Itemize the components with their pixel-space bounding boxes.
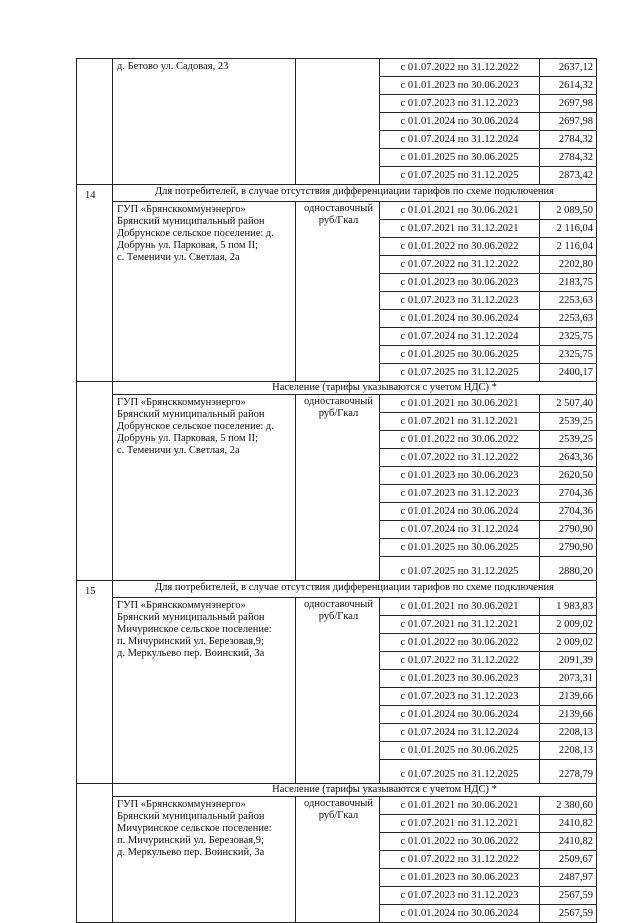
tariff-value-cell: 2643,36 [540, 449, 597, 467]
period-cell: с 01.07.2023 по 31.12.2023 [380, 688, 540, 706]
organization-line: Мичуринское сельское поселение: [117, 624, 272, 635]
organization-line: Добрунь ул. Парковая, 5 пом II; [117, 240, 259, 251]
tariff-value-cell: 2697,98 [540, 113, 597, 131]
tariff-type-cell [296, 59, 380, 185]
organization-line: п. Мичуринский ул. Березовая,9; [117, 636, 264, 647]
tariff-value-cell: 2278,79 [540, 760, 597, 784]
period-cell: с 01.01.2022 по 30.06.2022 [380, 431, 540, 449]
table-row [77, 395, 597, 413]
tariff-value-cell: 2253,63 [540, 292, 597, 310]
tariff-value-cell: 2139,66 [540, 706, 597, 724]
period-cell: с 01.07.2025 по 31.12.2025 [380, 760, 540, 784]
period-cell: с 01.07.2025 по 31.12.2025 [380, 557, 540, 581]
period-cell: с 01.07.2024 по 31.12.2024 [380, 724, 540, 742]
tariff-value-cell: 2 116,04 [540, 238, 597, 256]
tariff-value-cell: 2487,97 [540, 869, 597, 887]
tariff-value-cell: 2620,50 [540, 467, 597, 485]
population-header: Население (тарифы указываются с учетом НДС) * [113, 382, 597, 395]
tariff-value-cell: 2 009,02 [540, 634, 597, 652]
organization-line: Брянский муниципальный район [117, 811, 265, 822]
tariff-value-cell: 1 983,83 [540, 598, 597, 616]
period-cell: с 01.07.2022 по 31.12.2022 [380, 449, 540, 467]
period-cell: с 01.07.2021 по 31.12.2021 [380, 815, 540, 833]
row-number [77, 784, 113, 923]
period-cell: с 01.01.2023 по 30.06.2023 [380, 869, 540, 887]
table-row [77, 202, 597, 220]
period-cell: с 01.01.2023 по 30.06.2023 [380, 467, 540, 485]
period-cell: с 01.07.2022 по 31.12.2022 [380, 851, 540, 869]
period-cell: с 01.01.2023 по 30.06.2023 [380, 274, 540, 292]
section-header-row [77, 185, 597, 202]
period-cell: с 01.07.2021 по 31.12.2021 [380, 220, 540, 238]
period-cell: с 01.01.2025 по 30.06.2025 [380, 149, 540, 167]
tariff-value-cell: 2208,13 [540, 724, 597, 742]
tariff-type-cell: одноставочный руб/Гкал [296, 202, 380, 382]
period-cell: с 01.07.2023 по 31.12.2023 [380, 95, 540, 113]
organization-line: Добрунь ул. Парковая, 5 пом II; [117, 433, 259, 444]
tariff-value-cell: 2208,13 [540, 742, 597, 760]
period-cell: с 01.07.2023 по 31.12.2023 [380, 292, 540, 310]
tariff-value-cell: 2 009,02 [540, 616, 597, 634]
tariff-type-cell: одноставочный руб/Гкал [296, 797, 380, 923]
tariff-value-cell: 2139,66 [540, 688, 597, 706]
period-cell: с 01.01.2024 по 30.06.2024 [380, 503, 540, 521]
tariff-value-cell: 2567,59 [540, 905, 597, 923]
organization-cell [113, 59, 296, 185]
organization-line: ГУП «Брянсккоммунэнерго» [117, 799, 246, 810]
period-cell: с 01.01.2021 по 30.06.2021 [380, 598, 540, 616]
period-cell: с 01.01.2022 по 30.06.2022 [380, 833, 540, 851]
period-cell: с 01.01.2022 по 30.06.2022 [380, 238, 540, 256]
period-cell: с 01.01.2025 по 30.06.2025 [380, 742, 540, 760]
period-cell: с 01.01.2023 по 30.06.2023 [380, 670, 540, 688]
organization-line: ГУП «Брянсккоммунэнерго» [117, 204, 246, 215]
tariff-value-cell: 2880,20 [540, 557, 597, 581]
period-cell: с 01.01.2024 по 30.06.2024 [380, 310, 540, 328]
tariff-value-cell: 2091,39 [540, 652, 597, 670]
tariff-value-cell: 2 089,50 [540, 202, 597, 220]
organization-line: п. Мичуринский ул. Березовая,9; [117, 835, 264, 846]
period-cell: с 01.07.2024 по 31.12.2024 [380, 328, 540, 346]
tariff-value-cell: 2873,42 [540, 167, 597, 185]
period-cell: с 01.01.2021 по 30.06.2021 [380, 395, 540, 413]
section-header-row [77, 382, 597, 395]
period-cell: с 01.07.2023 по 31.12.2023 [380, 485, 540, 503]
period-cell: с 01.07.2022 по 31.12.2022 [380, 59, 540, 77]
tariff-value-cell: 2784,32 [540, 131, 597, 149]
period-cell: с 01.01.2024 по 30.06.2024 [380, 113, 540, 131]
tariff-table [76, 58, 597, 923]
tariff-value-cell: 2704,36 [540, 485, 597, 503]
period-cell: с 01.01.2021 по 30.06.2021 [380, 797, 540, 815]
table-row [77, 797, 597, 815]
tariff-type-cell: одноставочный руб/Гкал [296, 598, 380, 784]
organization-line: Добрунское сельское поселение: д. [117, 421, 274, 432]
section-header-row [77, 581, 597, 598]
tariff-value-cell: 2790,90 [540, 539, 597, 557]
period-cell: с 01.01.2025 по 30.06.2025 [380, 539, 540, 557]
tariff-value-cell: 2784,32 [540, 149, 597, 167]
tariff-value-cell: 2410,82 [540, 833, 597, 851]
section-header-row [77, 784, 597, 797]
tariff-value-cell: 2539,25 [540, 431, 597, 449]
organization-cell [113, 395, 296, 581]
tariff-value-cell: 2183,75 [540, 274, 597, 292]
period-cell: с 01.01.2022 по 30.06.2022 [380, 634, 540, 652]
organization-line: Брянский муниципальный район [117, 409, 265, 420]
row-number: 14 [77, 185, 113, 382]
tariff-value-cell: 2410,82 [540, 815, 597, 833]
row-number [77, 382, 113, 581]
organization-line: Мичуринское сельское поселение: [117, 823, 272, 834]
period-cell: с 01.01.2025 по 30.06.2025 [380, 346, 540, 364]
organization-line: ГУП «Брянсккоммунэнерго» [117, 600, 246, 611]
organization-line: д. Бетово ул. Садовая, 23 [117, 61, 229, 72]
tariff-value-cell: 2697,98 [540, 95, 597, 113]
organization-line: с. Теменичи ул. Светлая, 2а [117, 252, 240, 263]
organization-line: ГУП «Брянсккоммунэнерго» [117, 397, 246, 408]
tariff-value-cell: 2567,59 [540, 887, 597, 905]
period-cell: с 01.07.2022 по 31.12.2022 [380, 256, 540, 274]
tariff-value-cell: 2 116,04 [540, 220, 597, 238]
period-cell: с 01.07.2023 по 31.12.2023 [380, 887, 540, 905]
period-cell: с 01.01.2024 по 30.06.2024 [380, 905, 540, 923]
tariff-value-cell: 2539,25 [540, 413, 597, 431]
tariff-value-cell: 2637,12 [540, 59, 597, 77]
tariff-value-cell: 2202,80 [540, 256, 597, 274]
tariff-value-cell: 2073,31 [540, 670, 597, 688]
period-cell: с 01.07.2025 по 31.12.2025 [380, 167, 540, 185]
consumer-group-header: Для потребителей, в случае отсутствия дифференциации тарифов по схеме подключения [113, 185, 597, 202]
period-cell: с 01.01.2021 по 30.06.2021 [380, 202, 540, 220]
period-cell: с 01.07.2021 по 31.12.2021 [380, 413, 540, 431]
population-header: Население (тарифы указываются с учетом НДС) * [113, 784, 597, 797]
tariff-value-cell: 2790,90 [540, 521, 597, 539]
table-row [77, 59, 597, 77]
tariff-value-cell: 2704,36 [540, 503, 597, 521]
organization-line: Добрунское сельское поселение: д. [117, 228, 274, 239]
organization-line: Брянский муниципальный район [117, 216, 265, 227]
consumer-group-header: Для потребителей, в случае отсутствия дифференциации тарифов по схеме подключения [113, 581, 597, 598]
row-number: 15 [77, 581, 113, 784]
tariff-value-cell: 2 507,40 [540, 395, 597, 413]
period-cell: с 01.07.2024 по 31.12.2024 [380, 521, 540, 539]
tariff-table-body [77, 59, 597, 923]
tariff-value-cell: 2614,32 [540, 77, 597, 95]
table-row [77, 598, 597, 616]
period-cell: с 01.07.2025 по 31.12.2025 [380, 364, 540, 382]
period-cell: с 01.07.2024 по 31.12.2024 [380, 131, 540, 149]
organization-cell [113, 598, 296, 784]
tariff-value-cell: 2400,17 [540, 364, 597, 382]
tariff-value-cell: 2509,67 [540, 851, 597, 869]
period-cell: с 01.07.2022 по 31.12.2022 [380, 652, 540, 670]
tariff-value-cell: 2325,75 [540, 328, 597, 346]
organization-line: д. Меркульево пер. Воинский, 3а [117, 648, 265, 659]
tariff-value-cell: 2325,75 [540, 346, 597, 364]
tariff-value-cell: 2 380,60 [540, 797, 597, 815]
organization-line: с. Теменичи ул. Светлая, 2а [117, 445, 240, 456]
row-number [77, 59, 113, 185]
tariff-type-cell: одноставочный руб/Гкал [296, 395, 380, 581]
tariff-value-cell: 2253,63 [540, 310, 597, 328]
period-cell: с 01.01.2023 по 30.06.2023 [380, 77, 540, 95]
organization-line: Брянский муниципальный район [117, 612, 265, 623]
organization-cell [113, 202, 296, 382]
organization-line: д. Меркульево пер. Воинский, 3а [117, 847, 265, 858]
period-cell: с 01.07.2021 по 31.12.2021 [380, 616, 540, 634]
period-cell: с 01.01.2024 по 30.06.2024 [380, 706, 540, 724]
organization-cell [113, 797, 296, 923]
